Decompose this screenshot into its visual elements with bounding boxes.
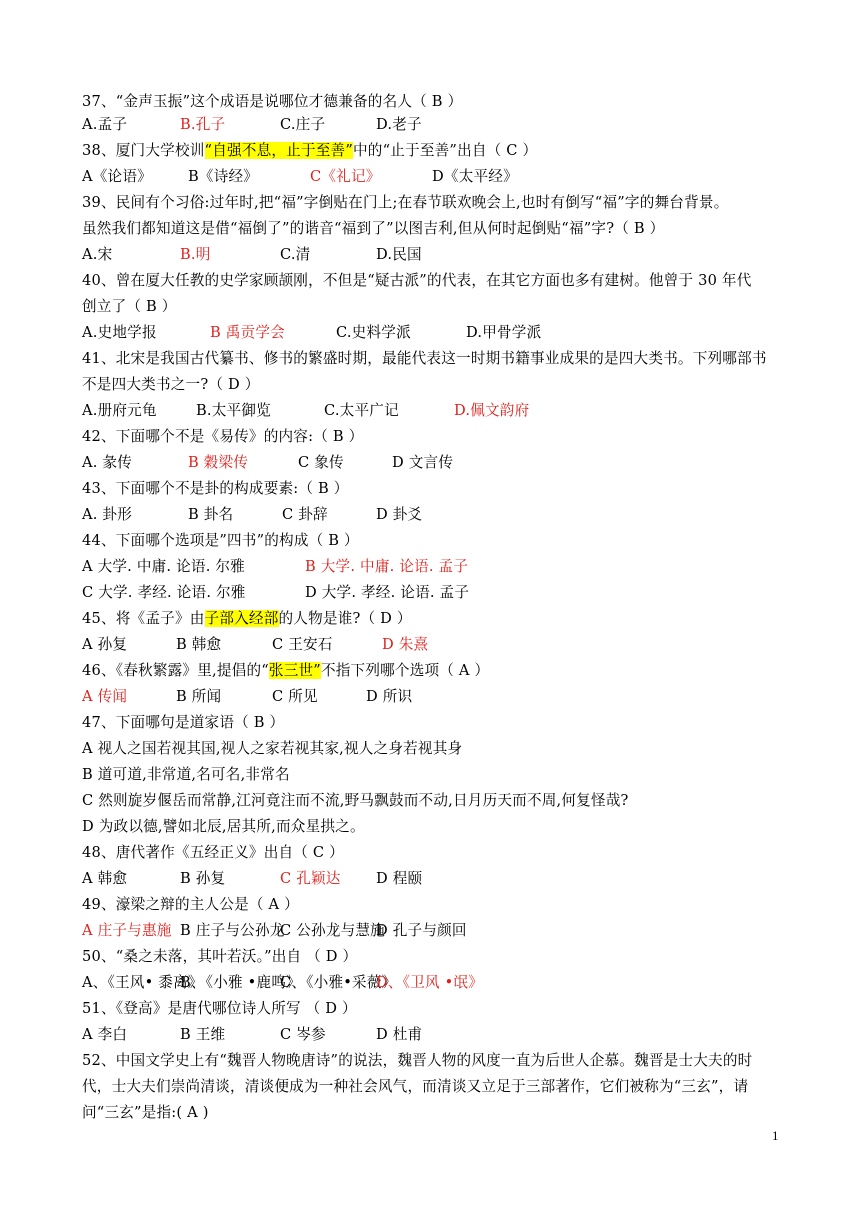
answer-option: B、《小雅 •鹿鸣》 [180, 974, 301, 991]
answer-option: C.庄子 [280, 116, 326, 133]
text-line [82, 191, 728, 215]
text-line [82, 295, 177, 319]
text-segment: 44、下面哪个选项是”四书”的构成（ B ） [82, 532, 359, 549]
answer-option: A.宋 [82, 246, 113, 263]
text-line [82, 711, 284, 735]
text-segment: D 为政以德,譬如北辰,居其所,而众星拱之。 [82, 818, 365, 835]
answer-option: A.册府元龟 [82, 402, 157, 419]
answer-option: A 大学. 中庸. 论语. 尔雅 [82, 558, 245, 575]
correct-answer-option: B.孔子 [180, 116, 226, 133]
answer-option: B 韩愈 [176, 636, 222, 653]
text-line [82, 373, 260, 397]
answer-option: B 卦名 [188, 506, 234, 523]
answer-option: D 卦爻 [376, 506, 423, 523]
text-line [82, 529, 359, 553]
answer-option: D 所识 [366, 688, 413, 705]
answer-option: C.清 [280, 246, 311, 263]
correct-answer-option: A 庄子与惠施 [82, 922, 172, 939]
text-segment: 51、《登高》是唐代哪位诗人所写 （ D ） [82, 1000, 357, 1017]
text-line [82, 1049, 752, 1073]
text-line [82, 1101, 209, 1125]
answer-option: B 所闻 [176, 688, 222, 705]
text-line [82, 90, 462, 114]
text-line [82, 217, 664, 241]
answer-option: D 文言传 [392, 454, 454, 471]
answer-option: A 孙复 [82, 636, 128, 653]
text-segment: 的人物是谁?（ D ） [278, 610, 412, 627]
correct-answer-option: C《礼记》 [310, 168, 381, 185]
answer-option: A、《王风• 黍离》 [82, 974, 203, 991]
answer-option: C 大学. 孝经. 论语. 尔雅 [82, 584, 246, 601]
text-segment: 52、中国文学史上有“魏晋人物晚唐诗”的说法，魏晋人物的风度一直为后世人企慕。魏晋是士大夫的时 [82, 1052, 753, 1069]
text-line [82, 347, 767, 371]
text-segment: 46、《春秋繁露》里,提倡的“ [82, 662, 269, 679]
answer-option: D 孔子与颜回 [376, 922, 467, 939]
answer-option: A.史地学报 [82, 324, 157, 341]
text-line [82, 269, 752, 293]
answer-option: D 程颐 [376, 870, 423, 887]
answer-option: A《论语》 [82, 168, 152, 185]
answer-option: D.民国 [376, 246, 422, 263]
answer-option: C 卦辞 [282, 506, 328, 523]
text-line [82, 1075, 748, 1099]
text-line [82, 945, 357, 969]
correct-answer-option: A 传闻 [82, 688, 128, 705]
correct-answer-option: B 穀梁传 [188, 454, 249, 471]
correct-answer-option: C 孔颖达 [280, 870, 341, 887]
text-segment: A 视人之国若视其国,视人之家若视其家,视人之身若视其身 [82, 740, 463, 757]
text-segment: 38、厦门大学校训 [82, 142, 205, 159]
text-segment: 40、曾在厦大任教的史学家顾颉刚，不但是“疑古派”的代表，在其它方面也多有建树。他曾于 30 年代 [82, 272, 752, 289]
text-segment: 不是四大类书之一?（ D ） [82, 376, 260, 393]
correct-answer-option: B 大学. 中庸. 论语. 孟子 [305, 558, 469, 575]
correct-answer-option: B 禹贡学会 [210, 324, 285, 341]
answer-option: B《诗经》 [188, 168, 259, 185]
answer-option: A 李白 [82, 1026, 128, 1043]
text-line [82, 139, 537, 163]
answer-option: C.史料学派 [336, 324, 411, 341]
answer-option: C、《小雅•采薇》 [280, 974, 397, 991]
text-segment: 48、唐代著作《五经正义》出自（ C ） [82, 844, 344, 861]
text-segment: 45、将《孟子》由 [82, 610, 205, 627]
answer-option: A. 彖传 [82, 454, 133, 471]
answer-option: C 象传 [298, 454, 344, 471]
text-segment: 37、“金声玉振”这个成语是说哪位才德兼备的名人（ B ） [82, 93, 463, 110]
text-line [82, 997, 357, 1021]
text-segment: C 然则旋岁偃岳而常静,江河竟注而不流,野马飘鼓而不动,日月历天而不周,何复怪哉? [82, 792, 629, 809]
text-line [82, 893, 299, 917]
answer-option: B 孙复 [180, 870, 226, 887]
answer-option: C 所见 [272, 688, 318, 705]
page-number: 1 [772, 1128, 779, 1143]
text-segment: 41、北宋是我国古代纂书、修书的繁盛时期，最能代表这一时期书籍事业成果的是四大类书。下列哪部书 [82, 350, 767, 367]
highlighted-text: 子部入经部 [204, 610, 279, 627]
answer-option: B 王维 [180, 1026, 226, 1043]
text-line [82, 607, 412, 631]
text-segment: 创立了（ B ） [82, 298, 177, 315]
text-segment: 50、“桑之未落，其叶若沃。”出自 （ D ） [82, 948, 358, 965]
answer-option: D 杜甫 [376, 1026, 423, 1043]
answer-option: A. 卦形 [82, 506, 133, 523]
correct-answer-option: B.明 [180, 246, 211, 263]
answer-option: D.老子 [376, 116, 422, 133]
text-line [82, 841, 344, 865]
answer-option: C 公孙龙与慧施 [280, 922, 385, 939]
correct-answer-option: D.佩文韵府 [454, 402, 530, 419]
text-segment: 47、下面哪句是道家语（ B ） [82, 714, 285, 731]
text-line [82, 659, 489, 683]
text-line [82, 477, 349, 501]
answer-option: C.太平广记 [324, 402, 399, 419]
answer-option: B.太平御览 [196, 402, 271, 419]
text-segment: 代，士大夫们崇尚清谈，清谈便成为一种社会风气，而清谈又立足于三部著作，它们被称为“三玄”，请 [82, 1078, 749, 1095]
text-segment: 虽然我们都知道这是借“福倒了”的谐音“福到了”以图吉利,但从何时起倒贴“福”字?（ B ） [82, 220, 665, 237]
text-segment: 42、下面哪个不是《易传》的内容:（ B ） [82, 428, 364, 445]
answer-option: C 王安石 [272, 636, 333, 653]
answer-option: D.甲骨学派 [466, 324, 542, 341]
highlighted-text: “自强不息，止于至善” [204, 142, 353, 159]
text-line [82, 425, 363, 449]
answer-option: C 岑参 [280, 1026, 326, 1043]
correct-answer-option: D、《卫风 •氓》 [376, 974, 484, 991]
text-segment: 中的“止于至善”出自（ C ） [353, 142, 538, 159]
answer-option: A.孟子 [82, 116, 128, 133]
text-segment: 问“三玄”是指:( A ) [82, 1104, 209, 1121]
answer-option: D 大学. 孝经. 论语. 孟子 [305, 584, 470, 601]
answer-option: A 韩愈 [82, 870, 128, 887]
text-segment: B 道可道,非常道,名可名,非常名 [82, 766, 290, 783]
text-segment: 43、下面哪个不是卦的构成要素:（ B ） [82, 480, 349, 497]
text-segment: 39、民间有个习俗:过年时,把“福”字倒贴在门上;在春节联欢晚会上,也时有倒写“福”字的舞台背景。 [82, 194, 729, 211]
answer-option: B 庄子与公孙龙 [180, 922, 285, 939]
text-line [82, 789, 629, 813]
text-segment: 49、濠梁之辩的主人公是（ A ） [82, 896, 299, 913]
highlighted-text: 张三世” [268, 662, 321, 679]
answer-option: D《太平经》 [432, 168, 518, 185]
correct-answer-option: D 朱熹 [382, 636, 429, 653]
text-line [82, 737, 462, 761]
text-segment: 不指下列哪个选项（ A ） [320, 662, 490, 679]
text-line [82, 815, 365, 839]
text-line [82, 763, 290, 787]
